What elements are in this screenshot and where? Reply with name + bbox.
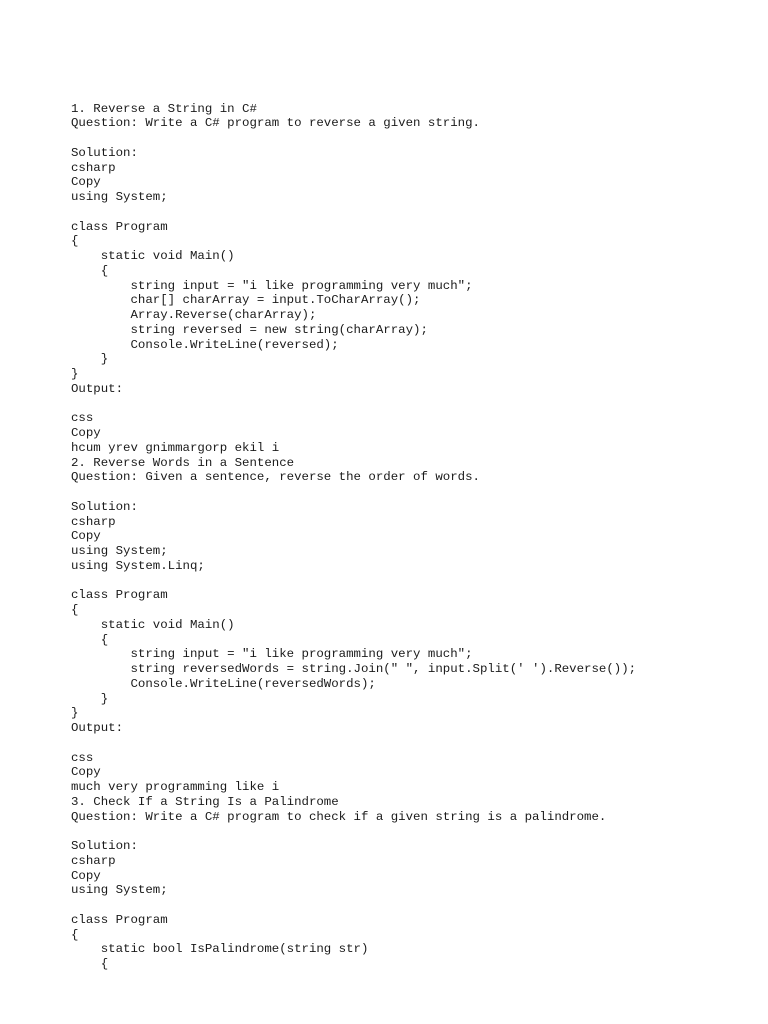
text-line: 1. Reverse a String in C# [71, 101, 257, 116]
text-line: Copy [71, 175, 101, 190]
text-line: csharp [71, 514, 116, 529]
text-line: string reversed = new string(charArray); [71, 322, 428, 337]
text-line: Console.WriteLine(reversed); [71, 337, 339, 352]
text-line: Copy [71, 765, 101, 780]
blank-line [71, 397, 751, 412]
text-line: static void Main() [71, 617, 235, 632]
text-line: Solution: [71, 839, 138, 853]
text-line: class Program [71, 219, 168, 234]
text-line: Copy [71, 868, 101, 883]
text-line: Solution: [71, 145, 138, 160]
text-line: static bool IsPalindrome(string str) [71, 942, 369, 957]
blank-line [71, 824, 751, 839]
blank-line [71, 898, 751, 913]
text-line: } [71, 706, 79, 721]
text-line: css [71, 411, 94, 426]
text-line: class Program [71, 912, 168, 927]
text-line: Question: Write a C# program to check if a given string is a palindrome. [71, 809, 607, 824]
text-line: class Program [71, 588, 168, 603]
text-line: Output: [71, 721, 124, 735]
text-line: } [71, 691, 109, 706]
text-line: Copy [71, 426, 101, 440]
text-line: 2. Reverse Words in a Sentence [71, 455, 295, 470]
text-line: { [71, 957, 109, 971]
text-line: csharp [71, 853, 116, 868]
text-line: using System.Linq; [71, 558, 205, 573]
text-line: string reversedWords = string.Join(" ", input.Split(' ').Reverse()); [71, 662, 637, 676]
blank-line [71, 205, 751, 220]
text-line: using System; [71, 544, 168, 558]
text-line: using System; [71, 883, 168, 898]
text-line: Question: Write a C# program to reverse a given string. [71, 116, 480, 131]
text-line: string input = "i like programming very much"; [71, 647, 473, 662]
text-line: { [71, 603, 79, 617]
text-line: Copy [71, 529, 101, 544]
document-page [71, 72, 751, 987]
text-line: { [71, 632, 109, 647]
text-line: 3. Check If a String Is a Palindrome [71, 794, 339, 809]
text-line: Console.WriteLine(reversedWords); [71, 676, 376, 691]
blank-line [71, 574, 751, 589]
text-line: } [71, 352, 109, 367]
text-line: } [71, 367, 79, 381]
text-line: css [71, 750, 94, 765]
blank-line [71, 131, 751, 146]
document-body [71, 102, 751, 972]
text-line: Output: [71, 381, 124, 396]
text-line: Question: Given a sentence, reverse the order of words. [71, 470, 480, 485]
text-line: Array.Reverse(charArray); [71, 308, 317, 322]
text-line: { [71, 927, 79, 942]
text-line: much very programming like i [71, 780, 280, 794]
text-line: string input = "i like programming very much"; [71, 278, 473, 293]
text-line: { [71, 234, 79, 249]
text-line: char[] charArray = input.ToCharArray(); [71, 293, 421, 308]
blank-line [71, 485, 751, 500]
text-line: hcum yrev gnimmargorp ekil i [71, 440, 280, 455]
blank-line [71, 736, 751, 751]
text-line: csharp [71, 160, 116, 175]
text-line: static void Main() [71, 249, 235, 263]
text-line: { [71, 263, 109, 278]
text-line: using System; [71, 190, 168, 204]
text-line: Solution: [71, 499, 138, 514]
